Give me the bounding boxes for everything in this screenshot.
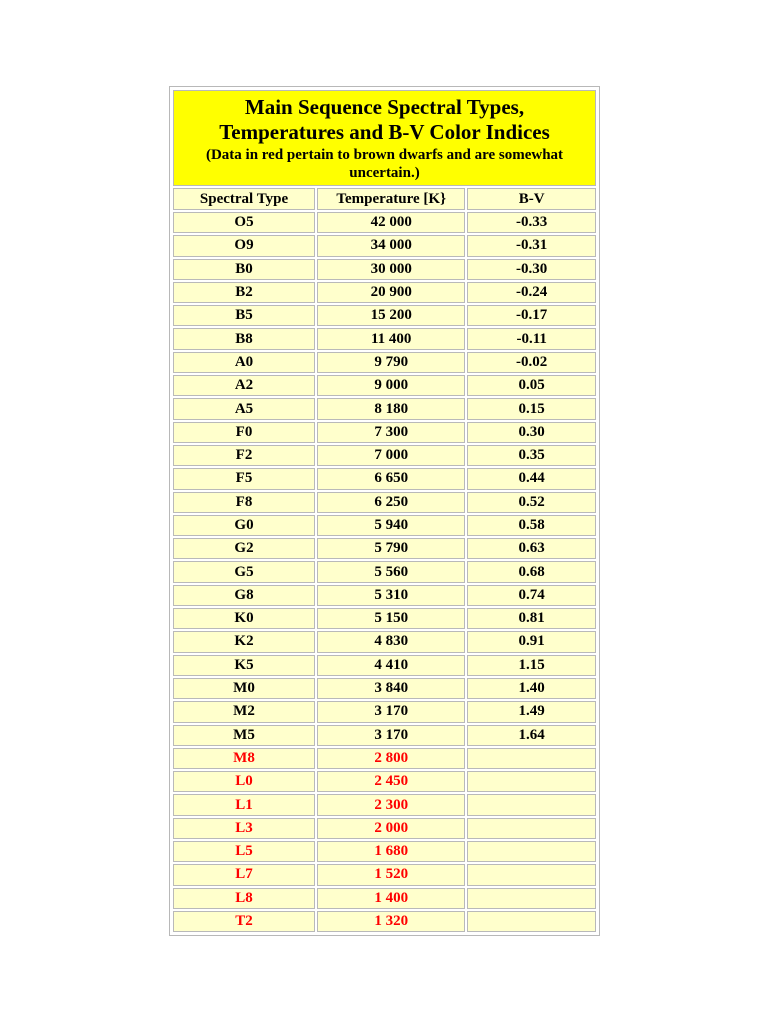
table-row [173,771,596,792]
cell-bv: -0.24 [467,282,596,303]
cell-spectral-type: M5 [173,725,315,746]
cell-spectral-type: B5 [173,305,315,326]
cell-bv: 0.63 [467,538,596,559]
cell-temperature: 1 680 [317,841,465,862]
cell-temperature: 5 150 [317,608,465,629]
table-row [173,445,596,466]
cell-bv [467,911,596,932]
cell-bv: -0.30 [467,259,596,280]
table-body [173,212,596,932]
header-row [173,188,596,210]
cell-bv: 0.52 [467,492,596,513]
table-row [173,631,596,652]
cell-bv: 0.74 [467,585,596,606]
cell-spectral-type: L0 [173,771,315,792]
cell-temperature: 6 650 [317,468,465,489]
cell-temperature: 2 450 [317,771,465,792]
table-row [173,398,596,419]
table-row [173,725,596,746]
cell-temperature: 4 410 [317,655,465,676]
cell-spectral-type: F2 [173,445,315,466]
cell-temperature: 34 000 [317,235,465,256]
table-row [173,235,596,256]
cell-bv: 0.35 [467,445,596,466]
cell-temperature: 3 170 [317,701,465,722]
table-row [173,282,596,303]
cell-temperature: 15 200 [317,305,465,326]
table-row [173,259,596,280]
cell-spectral-type: A0 [173,352,315,373]
cell-temperature: 3 840 [317,678,465,699]
cell-bv [467,818,596,839]
cell-bv: -0.33 [467,212,596,233]
table-row [173,608,596,629]
table-row [173,212,596,233]
cell-temperature: 30 000 [317,259,465,280]
table-row [173,328,596,349]
cell-bv [467,748,596,769]
table-subtitle: (Data in red pertain to brown dwarfs and are somewhat uncertain.) [205,147,564,181]
cell-temperature: 5 310 [317,585,465,606]
table-row [173,422,596,443]
cell-temperature: 1 520 [317,864,465,885]
cell-spectral-type: G5 [173,561,315,582]
column-header-spectral-type: Spectral Type [173,188,315,210]
column-header-bv: B-V [467,188,596,210]
cell-bv: -0.02 [467,352,596,373]
table-row [173,538,596,559]
cell-temperature: 20 900 [317,282,465,303]
cell-spectral-type: L3 [173,818,315,839]
cell-spectral-type: L5 [173,841,315,862]
cell-temperature: 5 790 [317,538,465,559]
cell-spectral-type: K2 [173,631,315,652]
cell-spectral-type: B8 [173,328,315,349]
cell-spectral-type: T2 [173,911,315,932]
cell-temperature: 9 790 [317,352,465,373]
cell-spectral-type: A5 [173,398,315,419]
cell-bv [467,888,596,909]
title-row [173,90,596,186]
table-row [173,748,596,769]
cell-spectral-type: M8 [173,748,315,769]
spectral-types-table-frame [169,86,600,936]
cell-spectral-type: F8 [173,492,315,513]
cell-spectral-type: K5 [173,655,315,676]
spectral-types-table [171,88,598,934]
cell-spectral-type: G2 [173,538,315,559]
cell-temperature: 1 320 [317,911,465,932]
cell-spectral-type: F0 [173,422,315,443]
table-row [173,818,596,839]
cell-bv: 1.15 [467,655,596,676]
cell-bv: 0.81 [467,608,596,629]
table-row [173,911,596,932]
table-title-line-1: Main Sequence Spectral Types, [244,95,525,119]
table-row [173,468,596,489]
cell-bv: 0.15 [467,398,596,419]
cell-spectral-type: L8 [173,888,315,909]
cell-spectral-type: G8 [173,585,315,606]
table-row [173,701,596,722]
cell-temperature: 7 300 [317,422,465,443]
table-row [173,655,596,676]
cell-bv: -0.17 [467,305,596,326]
cell-bv: 1.49 [467,701,596,722]
cell-temperature: 9 000 [317,375,465,396]
cell-temperature: 5 560 [317,561,465,582]
table-title-cell [173,90,596,186]
cell-temperature: 8 180 [317,398,465,419]
cell-temperature: 2 000 [317,818,465,839]
table-row [173,888,596,909]
cell-spectral-type: O5 [173,212,315,233]
table-title-line-2: Temperatures and B-V Color Indices [219,120,550,144]
cell-temperature: 2 300 [317,794,465,815]
cell-bv [467,864,596,885]
cell-spectral-type: B2 [173,282,315,303]
cell-bv: 0.05 [467,375,596,396]
table-row [173,794,596,815]
cell-temperature: 1 400 [317,888,465,909]
cell-spectral-type: L7 [173,864,315,885]
cell-bv: 0.58 [467,515,596,536]
cell-spectral-type: M0 [173,678,315,699]
cell-bv: 1.40 [467,678,596,699]
cell-spectral-type: O9 [173,235,315,256]
table-row [173,352,596,373]
cell-temperature: 42 000 [317,212,465,233]
table-row [173,561,596,582]
cell-bv: 0.30 [467,422,596,443]
cell-temperature: 5 940 [317,515,465,536]
cell-temperature: 3 170 [317,725,465,746]
table-row [173,841,596,862]
cell-temperature: 11 400 [317,328,465,349]
cell-bv [467,771,596,792]
column-header-temperature: Temperature [K} [317,188,465,210]
cell-bv: -0.11 [467,328,596,349]
cell-bv [467,841,596,862]
table-row [173,678,596,699]
table-row [173,585,596,606]
cell-bv [467,794,596,815]
cell-temperature: 2 800 [317,748,465,769]
cell-spectral-type: F5 [173,468,315,489]
cell-spectral-type: G0 [173,515,315,536]
cell-bv: 0.91 [467,631,596,652]
table-row [173,305,596,326]
table-row [173,375,596,396]
cell-spectral-type: K0 [173,608,315,629]
cell-spectral-type: B0 [173,259,315,280]
cell-temperature: 6 250 [317,492,465,513]
cell-spectral-type: L1 [173,794,315,815]
cell-spectral-type: M2 [173,701,315,722]
cell-temperature: 7 000 [317,445,465,466]
cell-spectral-type: A2 [173,375,315,396]
cell-bv: 0.44 [467,468,596,489]
table-row [173,864,596,885]
cell-bv: -0.31 [467,235,596,256]
cell-temperature: 4 830 [317,631,465,652]
cell-bv: 0.68 [467,561,596,582]
cell-bv: 1.64 [467,725,596,746]
table-row [173,515,596,536]
table-row [173,492,596,513]
